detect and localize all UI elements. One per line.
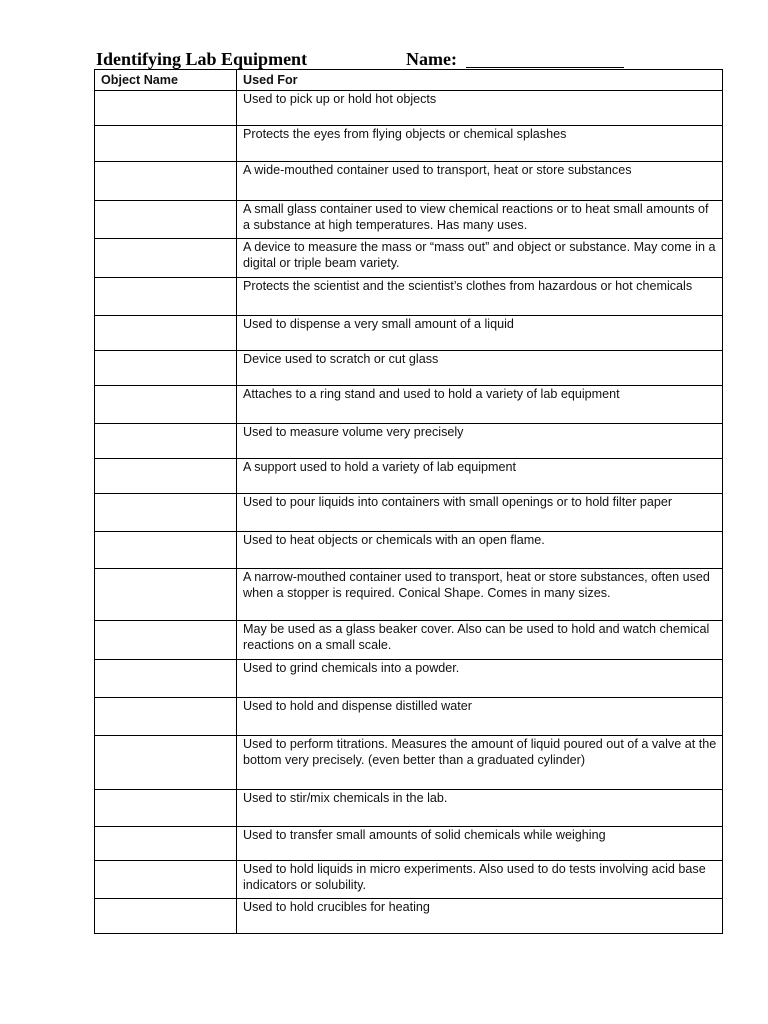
table-row xyxy=(95,532,723,569)
table-row xyxy=(95,239,723,278)
used-for-cell: Used to pick up or hold hot objects xyxy=(237,91,723,126)
used-for-cell: Used to heat objects or chemicals with an open flame. xyxy=(237,532,723,569)
object-name-cell[interactable] xyxy=(95,736,237,790)
used-for-cell: Protects the scientist and the scientist’s clothes from hazardous or hot chemicals xyxy=(237,278,723,316)
object-name-cell[interactable] xyxy=(95,162,237,201)
object-name-cell[interactable] xyxy=(95,494,237,532)
object-name-cell[interactable] xyxy=(95,569,237,621)
object-name-cell[interactable] xyxy=(95,459,237,494)
table-row xyxy=(95,827,723,861)
table-row xyxy=(95,126,723,162)
table-row xyxy=(95,899,723,934)
table-row xyxy=(95,278,723,316)
used-for-cell: Used to hold and dispense distilled water xyxy=(237,698,723,736)
object-name-cell[interactable] xyxy=(95,621,237,660)
table-row xyxy=(95,494,723,532)
used-for-cell: Used to perform titrations. Measures the amount of liquid poured out of a valve at the bottom very precisely. (even better than a graduated cylinder) xyxy=(237,736,723,790)
object-name-cell[interactable] xyxy=(95,899,237,934)
object-name-cell[interactable] xyxy=(95,532,237,569)
table-row xyxy=(95,861,723,899)
object-name-cell[interactable] xyxy=(95,91,237,126)
table-row xyxy=(95,621,723,660)
used-for-cell: Used to grind chemicals into a powder. xyxy=(237,660,723,698)
used-for-cell: A narrow-mouthed container used to transport, heat or store substances, often used when a stopper is required. Conical Shape. Comes in many sizes. xyxy=(237,569,723,621)
table-row xyxy=(95,201,723,239)
used-for-cell: Used to transfer small amounts of solid chemicals while weighing xyxy=(237,827,723,861)
table-row xyxy=(95,459,723,494)
table-row xyxy=(95,698,723,736)
used-for-cell: A device to measure the mass or “mass out” and object or substance. May come in a digital or triple beam variety. xyxy=(237,239,723,278)
used-for-cell: Used to stir/mix chemicals in the lab. xyxy=(237,790,723,827)
object-name-cell[interactable] xyxy=(95,698,237,736)
table-row xyxy=(95,660,723,698)
object-name-cell[interactable] xyxy=(95,239,237,278)
used-for-cell: A small glass container used to view chemical reactions or to heat small amounts of a substance at high temperatures. Has many uses. xyxy=(237,201,723,239)
object-name-cell[interactable] xyxy=(95,278,237,316)
page-title: Identifying Lab Equipment xyxy=(96,49,308,69)
used-for-cell: Used to hold liquids in micro experiments. Also used to do tests involving acid base indicators or solubility. xyxy=(237,861,723,899)
table-row xyxy=(95,386,723,424)
used-for-cell: A wide-mouthed container used to transport, heat or store substances xyxy=(237,162,723,201)
used-for-cell: Used to pour liquids into containers with small openings or to hold filter paper xyxy=(237,494,723,532)
table-row xyxy=(95,736,723,790)
used-for-cell: A support used to hold a variety of lab equipment xyxy=(237,459,723,494)
used-for-cell: Device used to scratch or cut glass xyxy=(237,351,723,386)
table-row xyxy=(95,351,723,386)
used-for-cell: Protects the eyes from flying objects or chemical splashes xyxy=(237,126,723,162)
used-for-cell: Attaches to a ring stand and used to hold a variety of lab equipment xyxy=(237,386,723,424)
object-name-cell[interactable] xyxy=(95,660,237,698)
used-for-cell: Used to hold crucibles for heating xyxy=(237,899,723,934)
object-name-cell[interactable] xyxy=(95,424,237,459)
table-row xyxy=(95,569,723,621)
column-header-object-name: Object Name xyxy=(95,70,237,91)
object-name-cell[interactable] xyxy=(95,790,237,827)
table-header-row xyxy=(95,70,723,91)
object-name-cell[interactable] xyxy=(95,316,237,351)
lab-equipment-table xyxy=(94,69,723,934)
object-name-cell[interactable] xyxy=(95,201,237,239)
table-row xyxy=(95,790,723,827)
table-row xyxy=(95,91,723,126)
table-row xyxy=(95,162,723,201)
object-name-cell[interactable] xyxy=(95,351,237,386)
name-label: Name: xyxy=(406,49,457,69)
name-blank-line[interactable] xyxy=(466,67,624,68)
object-name-cell[interactable] xyxy=(95,126,237,162)
column-header-used-for: Used For xyxy=(237,70,723,91)
used-for-cell: Used to dispense a very small amount of a liquid xyxy=(237,316,723,351)
used-for-cell: May be used as a glass beaker cover. Also can be used to hold and watch chemical reactions on a small scale. xyxy=(237,621,723,660)
object-name-cell[interactable] xyxy=(95,827,237,861)
object-name-cell[interactable] xyxy=(95,386,237,424)
used-for-cell: Used to measure volume very precisely xyxy=(237,424,723,459)
table-row xyxy=(95,424,723,459)
table-row xyxy=(95,316,723,351)
object-name-cell[interactable] xyxy=(95,861,237,899)
